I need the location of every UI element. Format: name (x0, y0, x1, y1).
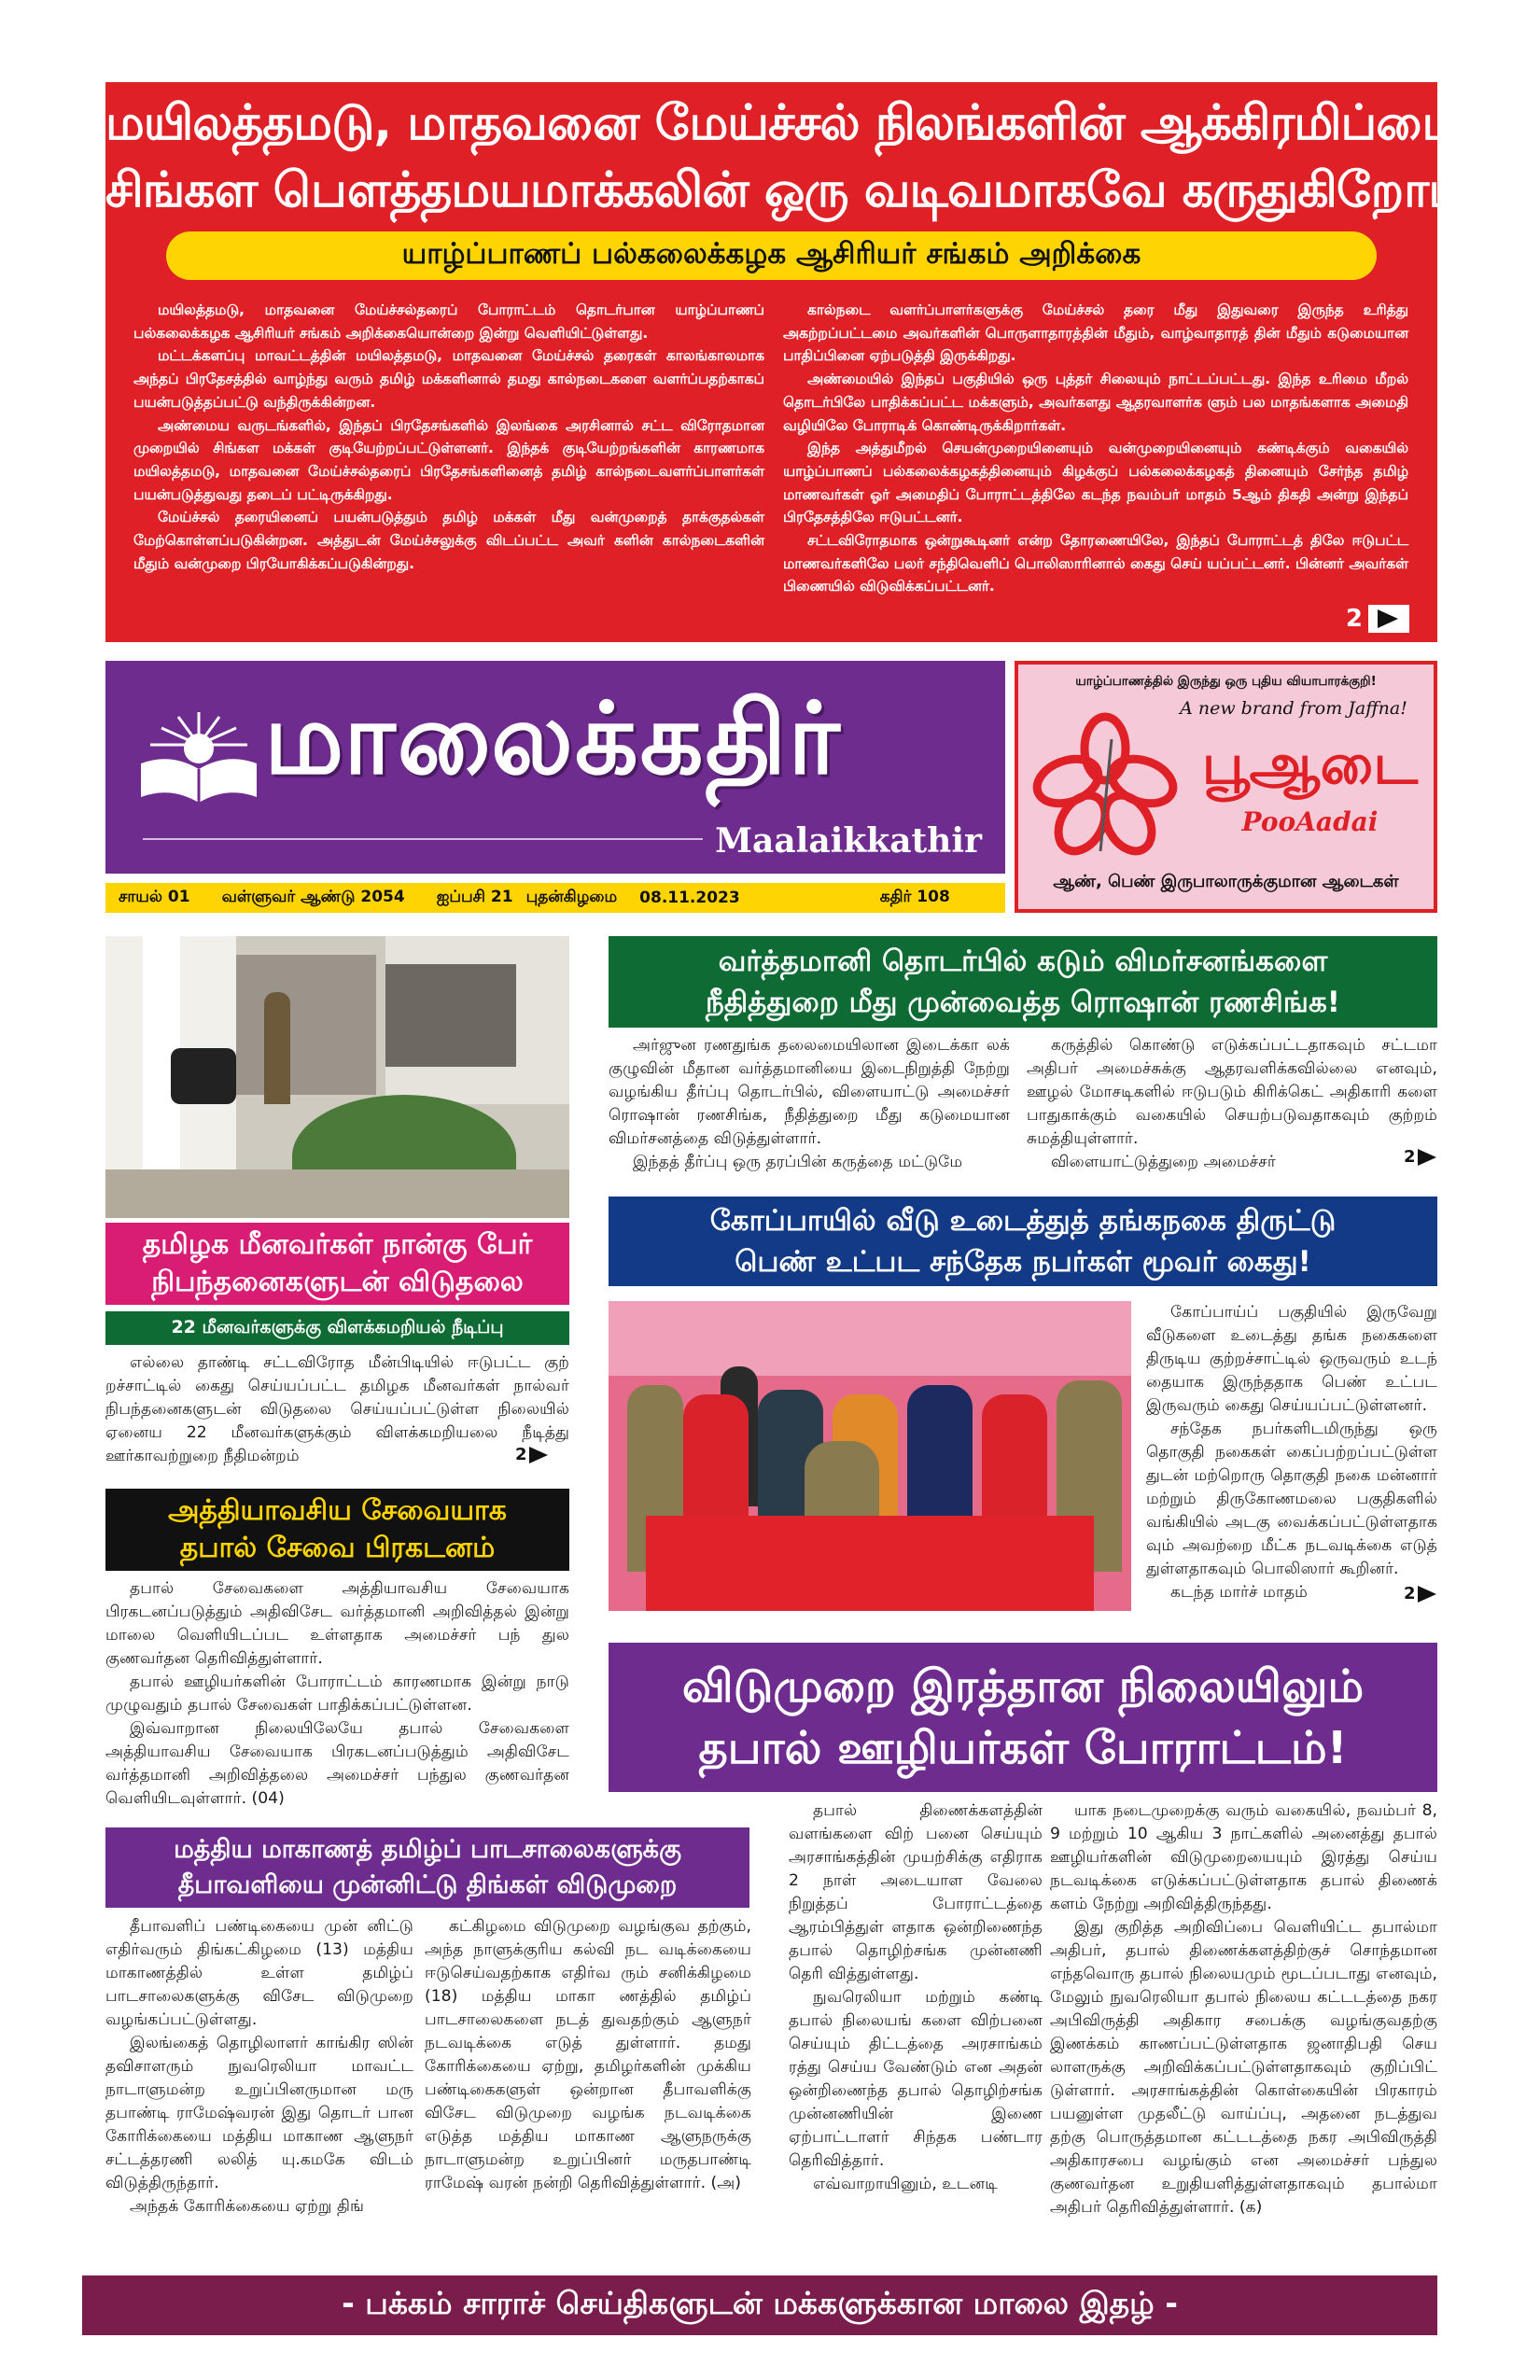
issue-number: கதிர் 108 (879, 888, 950, 906)
paragraph: எவ்வாறாயினும், உடனடி (813, 2175, 998, 2193)
paragraph: சட்டவிரோதமாக ஒன்றுகூடினர் என்ற தோரணையிலே, இந்தப் போராட்டத் திலே ஈடுபட்ட மாணவர்களிலே பலர் சந்திவெளிப் பொலிஸாரினால் கைது செய் யப்பட்டனர். பின்னர் அவர்கள் பிணையில் விடுவிக்கப்பட்டனர். (783, 532, 1408, 595)
headline-line: அத்தியாவசிய சேவையாக (168, 1494, 507, 1527)
headline-line: தமிழக மீனவர்கள் நான்கு பேர் (142, 1228, 533, 1261)
ad-tagline: யாழ்ப்பாணத்தில் இருந்து ஒரு புதிய வியாபாரக்குறி! (1075, 674, 1377, 689)
continued-marker (1404, 1147, 1436, 1167)
top-banner-headline-1: மயிலத்தமடு, மாதவனை மேய்ச்சல் நிலங்களின் ஆக்கிரமிப்பை (105, 95, 1458, 151)
paragraph: யாக நடைமுறைக்கு வரும் வகையில், நவம்பர் 8, 9 மற்றும் 10 ஆகிய 3 நாட்களில் அனைத்து தபால் ஊழியர்களின் விடுமுறையையும் இரத்து செய்ய நடவடிக்கை எடுக்கப்பட்டுள்ளதாக தபால் திணைக் களம் நேற்று அறிவித்திருந்தது. (1050, 1801, 1437, 1913)
paragraph: மட்டக்களப்பு மாவட்டத்தின் மயிலத்தமடு, மாதவனை மேய்ச்சல் தரைகள் காலங்காலமாக அந்தப் பிரதேசத்தில் வாழ்ந்து வரும் தமிழ் மக்களினால் தமது கால்நடைகளை வளர்ப்பதற்காகப் பயன்படுத்தப்பட்டு வந்திருக்கின்றன. (133, 347, 764, 411)
deepavali-headline (105, 1827, 749, 1908)
arrow-right-icon (1368, 605, 1409, 633)
issue-bar (105, 883, 1005, 913)
headline-line: தபால் சேவை பிரகடனம் (179, 1532, 496, 1564)
postal-essential-headline (105, 1489, 569, 1571)
paragraph: இது குறித்த அறிவிப்பை வெளியிட்ட தபால்மா அதிபர், தபால் திணைக்களத்திற்குச் சொந்தமான எந்தவொரு தபால் நிலையமும் மூடப்படாது எனவும், மேலும் நுவரெலியா தபால் நிலைய கட்டடத்தை நகர அபிவிருத்தி அதிகார சபைக்கு வழங்குவதற்கு இணக்கம் காணப்பட்டுள்ளதாக ஜனாதிபதி செய லாளருக்கு அறிவிக்கப்பட்டுள்ளதாகவும் குறிப்பிட் டுள்ளார். அரசாங்கத்தின் கொள்கையின் பிரகாரம் பயனுள்ள முதலீட்டு வாய்ப்பு, அதனை நடத்துவ தற்கு பொருத்தமான கட்டடத்தை நகர அபிவிருத்தி அதிகாரசபை வழங்கும் என அமைச்சர் பந்துல குணவர்தன உறுதியளித்துள்ளதாகவும் தபால்மா அதிபர் தெரிவித்துள்ளார். (க) (1050, 1918, 1437, 2217)
postal-strike-headline (609, 1643, 1437, 1792)
paragraph: தபால் ஊழியர்களின் போராட்டம் காரணமாக இன்று நாடு முழுவதும் தபால் சேவைகள் பாதிக்கப்பட்டுள்ளன. (105, 1673, 569, 1715)
masthead-title: மாலைக்கதிர் (264, 681, 842, 796)
ad-brand-tamil: பூஆடை (1201, 732, 1419, 797)
arrow-right-icon (529, 1447, 548, 1463)
gazette-headline (609, 936, 1437, 1028)
continued-page: 2 (1345, 605, 1363, 633)
headline-line: பெண் உட்பட சந்தேக நபர்கள் மூவர் கைது! (735, 1245, 1311, 1279)
masthead-rule (143, 838, 703, 840)
headline-line: கோப்பாயில் வீடு உடைத்துத் தங்கநகை திருட்டு (709, 1204, 1337, 1238)
kopay-headline (609, 1197, 1437, 1286)
gazette-right-column (1027, 1034, 1437, 1174)
pooaadai-ad (1015, 661, 1437, 913)
arrow-right-icon (1418, 1149, 1436, 1166)
continued-marker (1404, 1584, 1436, 1603)
paragraph: அண்மையில் இந்தப் பகுதியில் ஒரு புத்தர் சிலையும் நாட்டப்பட்டது. இந்த உரிமை மீறல் தொடர்பிலே பாதிக்கப்பட்ட மக்களும், அவர்களது ஆதரவாளர்க ளும் பல மாதங்களாக அமைதி வழியிலே போராடிக் கொண்டிருக்கிறார்கள். (783, 371, 1408, 434)
paragraph: இவ்வாறான நிலையிலேயே தபால் சேவைகளை அத்தியாவசிய சேவையாக பிரகடனப்படுத்தும் அதிவிசேட வர்த்தமானி அறிவித்தலை அமைச்சர் பந்துல குணவர்தன வெளியிடவுள்ளார். (04) (105, 1719, 569, 1808)
fishermen-body (105, 1351, 569, 1465)
continued-marker (515, 1445, 548, 1464)
masthead-english: Maalaikkathir (715, 821, 982, 861)
headline-line: நிபந்தனைகளுடன் விடுதலை (151, 1266, 524, 1298)
police-station-photo (105, 936, 569, 1218)
paragraph: கருத்தில் கொண்டு எடுக்கப்பட்டதாகவும் சட்டமா அதிபர் அமைச்சுக்கு ஆதரவளிக்கவில்லை எனவும், ஊழல் மோசடிகளில் ஈடுபடும் கிரிக்கெட் அதிகாரி களை பாதுகாக்கும் வகையில் செயற்படுவதாகவும் குற்றம் சுமத்தியுள்ளார். (1027, 1036, 1437, 1148)
masthead (105, 661, 1005, 874)
top-banner-left-column (133, 299, 764, 635)
paragraph: இந்த அத்துமீறல் செயன்முறையினையும் வன்முறையினையும் கண்டிக்கும் வகையில் யாழ்ப்பாணப் பல்கலைக்கழகத்தினையும் கிழக்குப் பல்கலைக்கழகத் தினையும் சேர்ந்த தமிழ் மாணவர்கள் ஓர் அமைதிப் போராட்டத்திலே கடந்த நவம்பர் மாதம் 5ஆம் திகதி அன்று இந்தப் பிரதேசத்திலே ஈடுபட்டனர். (783, 440, 1408, 526)
postal-strike-col2 (1050, 1799, 1437, 2252)
deepavali-col1 (105, 1915, 413, 2253)
paragraph: அர்ஜுன ரணதுங்க தலைமையிலான இடைக்கா லக் குழுவின் மீதான வர்த்தமானியை இடைநிறுத்தி நேற்று வழங்கிய தீர்ப்பு தொடர்பில், விளையாட்டு அமைச்சர் ரொஷான் ரணசிங்க, நீதித்துறை மீது கடுமையான விமர்சனத்தை விடுத்துள்ளார். (609, 1036, 1010, 1148)
headline-line: தபால் ஊழியர்கள் போராட்டம்! (698, 1722, 1348, 1774)
paragraph: இந்தத் தீர்ப்பு ஒரு தரப்பின் கருத்தை மட்டுமே (633, 1153, 963, 1171)
continued-marker (1346, 605, 1409, 633)
paragraph: தபால் திணைக்களத்தின் வளங்களை விற் பனை செய்யும் அரசாங்கத்தின் முயற்சிக்கு எதிராக 2 நாள் அடையாள வேலை நிறுத்தப் போராட்டத்தை ஆரம்பித்துள் ளதாக ஒன்றிணைந்த தபால் தொழிற்சங்க முன்னணி தெரி வித்துள்ளது. (789, 1801, 1043, 1983)
postal-essential-body (105, 1577, 569, 1808)
paragraph: மேய்ச்சல் தரையினைப் பயன்படுத்தும் தமிழ் மக்கள் மீது வன்முறைத் தாக்குதல்கள் மேற்கொள்ளப்படுகின்றன. அத்துடன் மேய்ச்சலுக்கு விடப்பட்ட அவர் களின் கால்நடைகளின் மீதும் வன்முறை பிரயோகிக்கப்படுகின்றது. (133, 509, 764, 572)
top-banner-headline-2: சிங்கள பௌத்தமயமாக்கலின் ஒரு வடிவமாகவே கருதுகிறோம்! (105, 162, 1488, 218)
footer-slogan: - பக்கம் சாராச் செய்திகளுடன் மக்களுக்கான மாலை இதழ் - (342, 2285, 1178, 2321)
postal-strike-col1 (789, 1799, 1043, 2252)
paragraph: அந்தக் கோரிக்கையை ஏற்று திங் (130, 2197, 365, 2216)
fishermen-subhead (105, 1311, 569, 1345)
arrested-suspects-photo (609, 1301, 1131, 1611)
gazette-left-column (609, 1034, 1010, 1174)
paragraph: கால்நடை வளர்ப்பாளர்களுக்கு மேய்ச்சல் தரை மீது இதுவரை இருந்த உரித்து அகற்றப்பட்டமை அவர்களின் பொருளாதாரத்தின் மீதும், வாழ்வாதாரத் தின் மீதும் கடுமையான பாதிப்பினை ஏற்படுத்தி இருக்கிறது. (783, 301, 1408, 365)
issue-date: 08.11.2023 (639, 889, 740, 907)
subhead-text: 22 மீனவர்களுக்கு விளக்கமறியல் நீடிப்பு (171, 1316, 504, 1337)
paragraph: கடந்த மார்ச் மாதம் (1170, 1583, 1308, 1602)
issue-weekday: புதன்கிழமை (525, 888, 618, 906)
paragraph: சந்தேக நபர்களிடமிருந்து ஒரு தொகுதி நகைகள் கைப்பற்றப்பட்டுள்ள துடன் மற்றொரு தொகுதி நகை மன்னார் மற்றும் திருகோணமலை பகுதிகளில் வங்கியில் அடகு வைக்கப்பட்டுள்ளதாக வும் அவற்றை மீட்க நடவடிக்கை எடுத் துள்ளதாகவும் பொலிஸார் கூறினர். (1146, 1420, 1437, 1578)
fishermen-headline (105, 1223, 569, 1305)
paragraph: தபால் சேவைகளை அத்தியாவசிய சேவையாக பிரகடனப்படுத்தும் அதிவிசேட வர்த்தமானி அறிவித்தல் இன்று மாலை வெளியிடப்பட உள்ளதாக அமைச்சர் பந் துல குணவர்தன தெரிவித்துள்ளார். (105, 1579, 569, 1668)
arrow-right-icon (1418, 1586, 1436, 1603)
top-banner-subheadline (166, 231, 1377, 280)
kopay-body (1146, 1301, 1437, 1604)
continued-page: 2 (515, 1445, 527, 1464)
headline-line: வர்த்தமானி தொடர்பில் கடும் விமர்சனங்களை (718, 945, 1328, 978)
paragraph: விளையாட்டுத்துறை அமைச்சர் (1051, 1153, 1276, 1171)
headline-line: நீதித்துறை மீது முன்வைத்த ரொஷான் ரணசிங்க! (706, 986, 1340, 1019)
paragraph: மயிலத்தமடு, மாதவனை மேய்ச்சல்தரைப் போராட்டம் தொடர்பான யாழ்ப்பாணப் பல்கலைக்கழக ஆசிரியர் சங்கம் அறிக்கையொன்றை இன்று வெளியிட்டுள்ளது. (133, 301, 764, 342)
deepavali-col2 (425, 1915, 751, 2253)
top-banner (105, 82, 1488, 642)
book-sun-logo (133, 707, 264, 810)
headline-line: மத்திய மாகாணத் தமிழ்ப் பாடசாலைகளுக்கு (174, 1835, 681, 1864)
subheadline-text: யாழ்ப்பாணப் பல்கலைக்கழக ஆசிரியர் சங்கம் அறிக்கை (401, 237, 1141, 271)
paragraph: அண்மைய வருடங்களில், இந்தப் பிரதேசங்களில் இலங்கை அரசினால் சட்ட விரோதமான முறையில் சிங்கள மக்கள் குடியேற்றப்பட்டுள்ளனர். இந்தக் குடியேற்றங்களின் காரணமாக மயிலத்தமடு, மாதவனை மேய்ச்சல்தரைப் பிரதேசங்களினைத் தமிழ் கால்நடைவளர்ப்பாளர்கள் பயன்படுத்துவது தடைப் பட்டிருக்கிறது. (133, 416, 764, 503)
issue-tamil-date: ஐப்பசி 21 (436, 888, 513, 906)
paragraph: நுவரெலியா மற்றும் கண்டி தபால் நிலையங் களை விற்பனை செய்யும் திட்டத்தை அரசாங்கம் ரத்து செய்ய வேண்டும் என அதன் ஒன்றிணைந்த தபால் தொழிற்சங்க முன்னணியின் இணை ஏற்பாட்டாளர் சிந்தக பண்டார தெரிவித்தார். (789, 1988, 1043, 2170)
continued-page: 2 (1404, 1584, 1416, 1603)
issue-year: வள்ளுவர் ஆண்டு 2054 (221, 888, 405, 906)
paragraph: கோப்பாய்ப் பகுதியில் இருவேறு வீடுகளை உடைத்து தங்க நகைகளை திருடிய குற்றச்சாட்டில் ஒருவரும் உடந் தையாக இருந்ததாக பெண் உட்பட இருவரும் கைது செய்யப்பட்டுள்ளனர். (1146, 1303, 1437, 1415)
flower-logo-icon (1026, 711, 1184, 861)
ad-brand-english: PooAadai (1241, 806, 1379, 837)
paragraph: கட்கிழமை விடுமுறை வழங்குவ தற்கும், அந்த நாளுக்குரிய கல்வி நட வடிக்கையை ஈடுசெய்வதற்காக எதிர்வ ரும் சனிக்கிழமை (18) மத்திய மாகா ணத்தில் தமிழ்ப் பாடசாலைகளை நடத் துவதற்கும் ஆளுநர் நடவடிக்கை எடுத் துள்ளார். தமது கோரிக்கையை ஏற்று, தமிழர்களின் முக்கிய பண்டிகைகளுள் ஒன்றான தீபாவளிக்கு விசேட விடுமுறை வழங்க நடவடிக்கை எடுத்த மத்திய மாகாண ஆளுநருக்கு நாடாளுமன்ற உறுப்பினர் மருதபாண்டி ராமேஷ் வரன் நன்றி தெரிவித்துள்ளார். (அ) (425, 1917, 751, 2192)
ad-english-tagline: A new brand from Jaffna! (1180, 698, 1407, 719)
ad-footer: ஆண், பெண் இருபாலாருக்குமான ஆடைகள் (1053, 872, 1399, 891)
continued-page: 2 (1404, 1147, 1416, 1167)
paragraph: தீபாவளிப் பண்டிகையை முன் னிட்டு எதிர்வரும் திங்கட்கிழமை (13) மத்திய மாகாணத்தில் உள்ள தமிழ்ப் பாடசாலைகளுக்கு விசேட விடுமுறை வழங்கப்பட்டுள்ளது. (105, 1917, 413, 2029)
headline-line: விடுமுறை இரத்தான நிலையிலும் (681, 1660, 1365, 1713)
top-banner-right-column (783, 299, 1408, 635)
paragraph: எல்லை தாண்டி சட்டவிரோத மீன்பிடியில் ஈடுபட்ட குற் றச்சாட்டில் கைது செய்யப்பட்ட தமிழக மீனவர்கள் நால்வர் நிபந்தனைகளுடன் விடுதலை செய்யப்பட்டுள்ள நிலையில் ஏனைய 22 மீனவர்களுக்கும் விளக்கமறியலை நீடித்து ஊர்காவற்றுறை நீதிமன்றம் (105, 1353, 569, 1465)
paragraph: இலங்கைத் தொழிலாளர் காங்கிர ஸின் தவிசாளரும் நுவரெலியா மாவட்ட நாடாளுமன்ற உறுப்பினருமான மரு தபாண்டி ராமேஷ்வரன் இது தொடர் பான கோரிக்கையை மத்திய மாகாண ஆளுநர் சட்டத்தரணி லலித் யு.கமகே விடம் விடுத்திருந்தார். (105, 2034, 413, 2192)
headline-line: தீபாவளியை முன்னிட்டு திங்கள் விடுமுறை (177, 1870, 678, 1899)
footer-banner (82, 2275, 1437, 2335)
issue-volume: சாயல் 01 (119, 888, 190, 906)
